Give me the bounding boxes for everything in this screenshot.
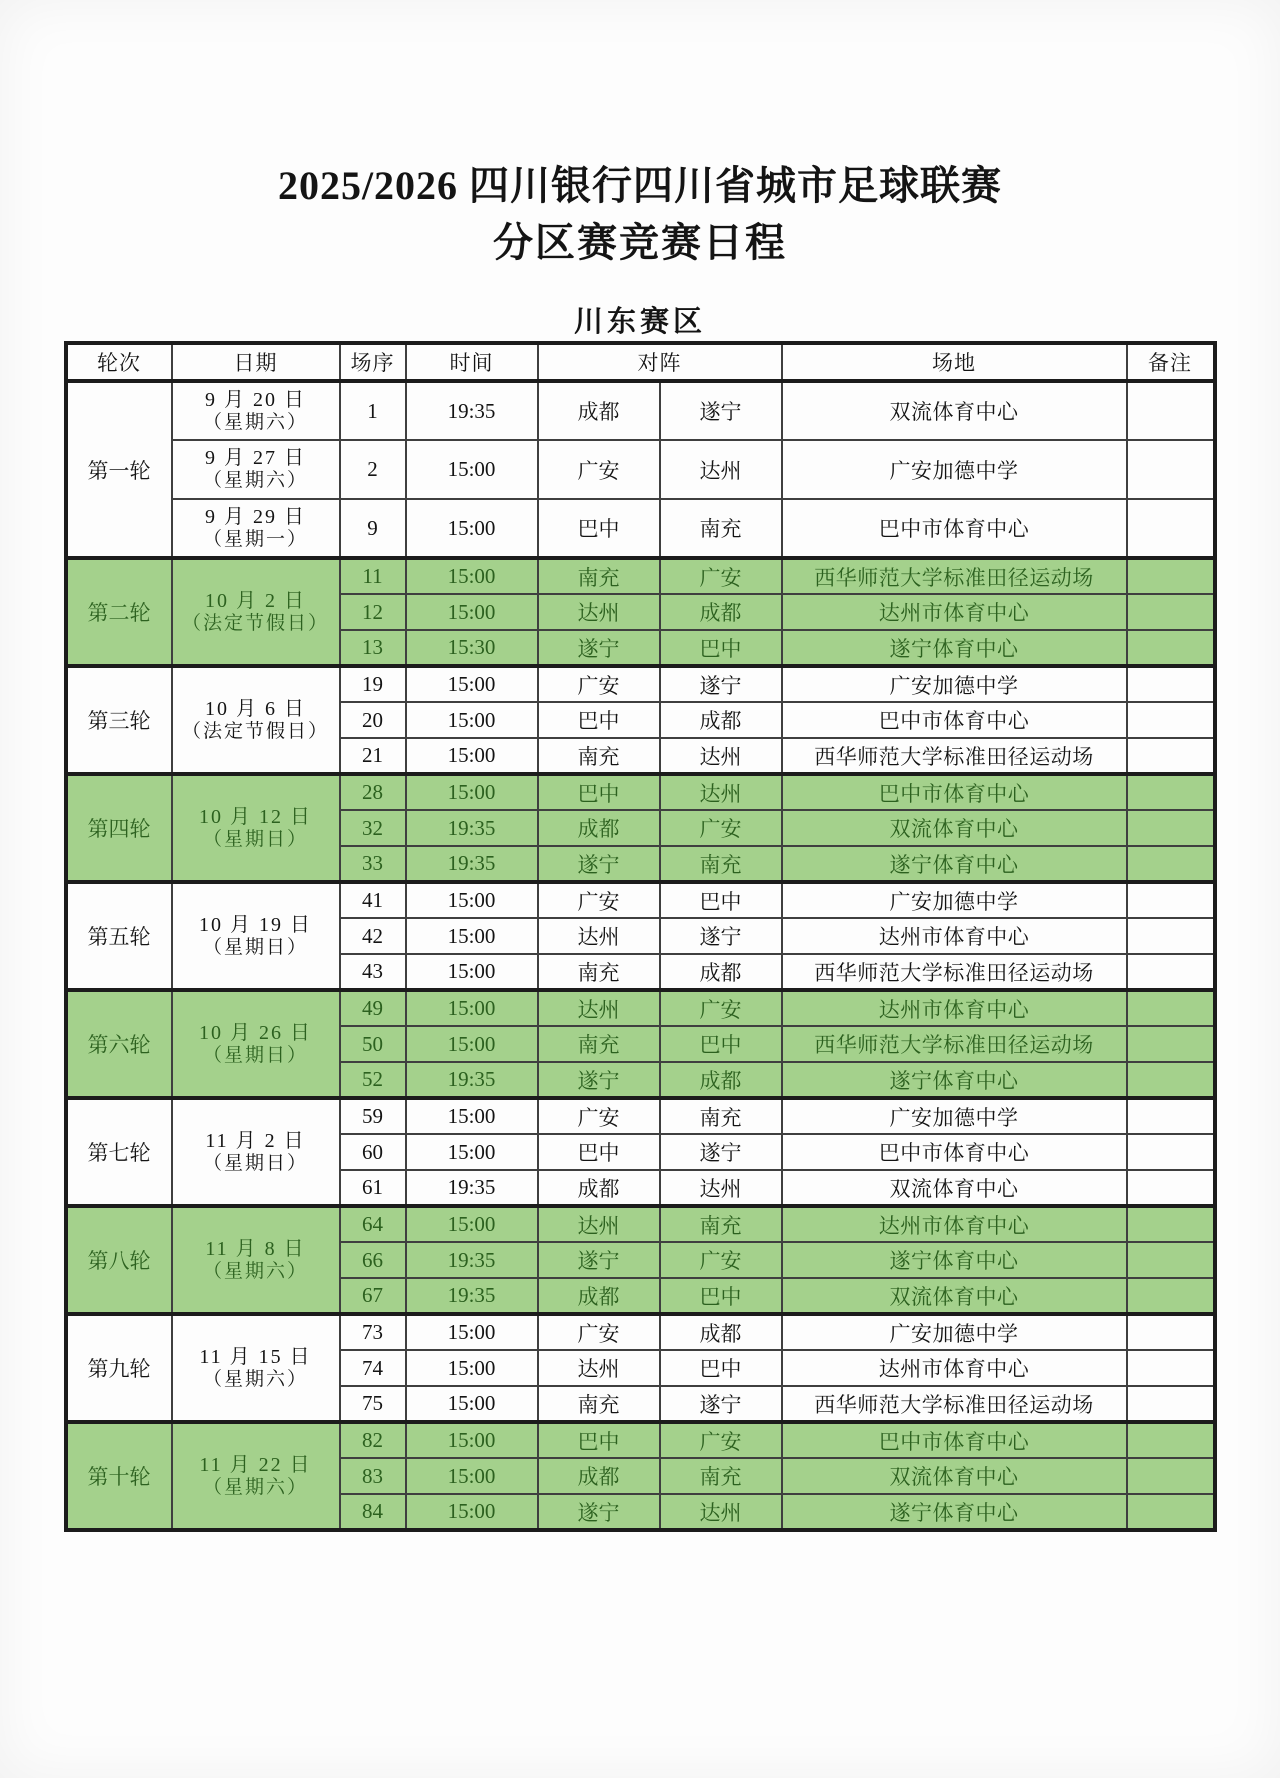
match-no-cell: 59 — [340, 1098, 406, 1134]
away-team-cell: 巴中 — [660, 630, 782, 666]
away-team-cell: 广安 — [660, 990, 782, 1026]
date-line2: （星期六） — [202, 1368, 308, 1390]
note-cell — [1127, 846, 1215, 882]
home-team-cell: 成都 — [538, 1278, 660, 1314]
header-match-no: 场序 — [340, 343, 406, 381]
away-team-cell: 广安 — [660, 558, 782, 594]
time-cell: 15:00 — [406, 440, 538, 499]
table-row — [66, 666, 1215, 702]
date-cell — [172, 499, 340, 558]
match-no-cell: 28 — [340, 774, 406, 810]
header-row — [66, 343, 1215, 381]
date-line2: （星期六） — [202, 411, 308, 433]
table-row — [66, 499, 1215, 558]
home-team-cell: 达州 — [538, 918, 660, 954]
away-team-cell: 成都 — [660, 594, 782, 630]
home-team-cell: 遂宁 — [538, 1062, 660, 1098]
header-date: 日期 — [172, 343, 340, 381]
round-cell: 第八轮 — [66, 1206, 172, 1314]
note-cell — [1127, 630, 1215, 666]
time-cell: 15:30 — [406, 630, 538, 666]
venue-cell: 广安加德中学 — [782, 440, 1127, 499]
date-line2: （法定节假日） — [181, 720, 329, 742]
note-cell — [1127, 1026, 1215, 1062]
table-row — [66, 1422, 1215, 1458]
header-venue: 场地 — [782, 343, 1127, 381]
home-team-cell: 成都 — [538, 810, 660, 846]
match-no-cell: 52 — [340, 1062, 406, 1098]
venue-cell: 遂宁体育中心 — [782, 1494, 1127, 1530]
match-no-cell: 2 — [340, 440, 406, 499]
venue-cell: 广安加德中学 — [782, 1314, 1127, 1350]
date-cell — [172, 1422, 340, 1530]
date-line1: 11 月 15 日 — [199, 1345, 312, 1368]
time-cell: 19:35 — [406, 810, 538, 846]
away-team-cell: 达州 — [660, 774, 782, 810]
note-cell — [1127, 440, 1215, 499]
home-team-cell: 遂宁 — [538, 846, 660, 882]
note-cell — [1127, 954, 1215, 990]
time-cell: 15:00 — [406, 558, 538, 594]
venue-cell: 西华师范大学标准田径运动场 — [782, 1386, 1127, 1422]
home-team-cell: 达州 — [538, 1206, 660, 1242]
time-cell: 19:35 — [406, 1062, 538, 1098]
match-no-cell: 60 — [340, 1134, 406, 1170]
date-line2: （星期六） — [202, 470, 308, 492]
time-cell: 15:00 — [406, 1494, 538, 1530]
away-team-cell: 成都 — [660, 954, 782, 990]
header-time: 时间 — [406, 343, 538, 381]
away-team-cell: 达州 — [660, 440, 782, 499]
away-team-cell: 巴中 — [660, 1026, 782, 1062]
match-no-cell: 12 — [340, 594, 406, 630]
venue-cell: 西华师范大学标准田径运动场 — [782, 738, 1127, 774]
match-no-cell: 32 — [340, 810, 406, 846]
note-cell — [1127, 1314, 1215, 1350]
venue-cell: 西华师范大学标准田径运动场 — [782, 954, 1127, 990]
away-team-cell: 南充 — [660, 1458, 782, 1494]
home-team-cell: 广安 — [538, 440, 660, 499]
note-cell — [1127, 738, 1215, 774]
round-cell: 第六轮 — [66, 990, 172, 1098]
venue-cell: 巴中市体育中心 — [782, 774, 1127, 810]
venue-cell: 达州市体育中心 — [782, 990, 1127, 1026]
round-cell: 第九轮 — [66, 1314, 172, 1422]
page-title-line1: 2025/2026 四川银行四川省城市足球联赛 — [277, 163, 1003, 208]
away-team-cell: 达州 — [660, 738, 782, 774]
round-cell: 第七轮 — [66, 1098, 172, 1206]
time-cell: 15:00 — [406, 738, 538, 774]
note-cell — [1127, 1278, 1215, 1314]
away-team-cell: 巴中 — [660, 882, 782, 918]
match-no-cell: 50 — [340, 1026, 406, 1062]
round-cell: 第四轮 — [66, 774, 172, 882]
venue-cell: 双流体育中心 — [782, 1170, 1127, 1206]
date-cell — [172, 381, 340, 440]
date-cell — [172, 440, 340, 499]
date-cell — [172, 990, 340, 1098]
round-cell: 第二轮 — [66, 558, 172, 666]
note-cell — [1127, 1422, 1215, 1458]
zone-subtitle: 川东赛区 — [573, 306, 706, 338]
note-cell — [1127, 594, 1215, 630]
round-cell: 第五轮 — [66, 882, 172, 990]
match-no-cell: 41 — [340, 882, 406, 918]
time-cell: 15:00 — [406, 1458, 538, 1494]
date-line1: 11 月 22 日 — [199, 1453, 312, 1476]
date-cell — [172, 1206, 340, 1314]
home-team-cell: 南充 — [538, 954, 660, 990]
venue-cell: 巴中市体育中心 — [782, 702, 1127, 738]
match-no-cell: 73 — [340, 1314, 406, 1350]
note-cell — [1127, 499, 1215, 558]
venue-cell: 双流体育中心 — [782, 810, 1127, 846]
note-cell — [1127, 990, 1215, 1026]
match-no-cell: 43 — [340, 954, 406, 990]
round-cell: 第十轮 — [66, 1422, 172, 1530]
match-no-cell: 67 — [340, 1278, 406, 1314]
time-cell: 19:35 — [406, 1242, 538, 1278]
note-cell — [1127, 1350, 1215, 1386]
away-team-cell: 遂宁 — [660, 1386, 782, 1422]
venue-cell: 达州市体育中心 — [782, 1206, 1127, 1242]
date-cell — [172, 1314, 340, 1422]
time-cell: 15:00 — [406, 774, 538, 810]
date-line2: （星期一） — [202, 528, 308, 550]
note-cell — [1127, 1170, 1215, 1206]
home-team-cell: 南充 — [538, 1386, 660, 1422]
venue-cell: 西华师范大学标准田径运动场 — [782, 1026, 1127, 1062]
match-no-cell: 61 — [340, 1170, 406, 1206]
venue-cell: 西华师范大学标准田径运动场 — [782, 558, 1127, 594]
venue-cell: 双流体育中心 — [782, 1278, 1127, 1314]
away-team-cell: 南充 — [660, 1206, 782, 1242]
time-cell: 15:00 — [406, 1350, 538, 1386]
match-no-cell: 83 — [340, 1458, 406, 1494]
home-team-cell: 成都 — [538, 381, 660, 440]
venue-cell: 遂宁体育中心 — [782, 1062, 1127, 1098]
time-cell: 15:00 — [406, 1314, 538, 1350]
away-team-cell: 南充 — [660, 499, 782, 558]
table-row — [66, 1314, 1215, 1350]
table-row — [66, 1206, 1215, 1242]
match-no-cell: 75 — [340, 1386, 406, 1422]
venue-cell: 遂宁体育中心 — [782, 1242, 1127, 1278]
round-cell: 第一轮 — [66, 381, 172, 558]
time-cell: 15:00 — [406, 1026, 538, 1062]
match-no-cell: 33 — [340, 846, 406, 882]
date-line1: 9 月 20 日 — [205, 388, 306, 411]
time-cell: 15:00 — [406, 702, 538, 738]
venue-cell: 双流体育中心 — [782, 1458, 1127, 1494]
date-cell — [172, 666, 340, 774]
time-cell: 19:35 — [406, 381, 538, 440]
date-line1: 10 月 12 日 — [199, 805, 312, 828]
time-cell: 15:00 — [406, 1386, 538, 1422]
date-cell — [172, 1098, 340, 1206]
match-no-cell: 13 — [340, 630, 406, 666]
date-line1: 11 月 8 日 — [205, 1237, 306, 1260]
away-team-cell: 广安 — [660, 810, 782, 846]
date-cell — [172, 774, 340, 882]
venue-cell: 达州市体育中心 — [782, 918, 1127, 954]
time-cell: 15:00 — [406, 882, 538, 918]
date-line2: （星期日） — [202, 1044, 308, 1066]
away-team-cell: 达州 — [660, 1170, 782, 1206]
header-note: 备注 — [1127, 343, 1215, 381]
home-team-cell: 广安 — [538, 666, 660, 702]
match-no-cell: 74 — [340, 1350, 406, 1386]
table-row — [66, 440, 1215, 499]
venue-cell: 广安加德中学 — [782, 882, 1127, 918]
date-line1: 10 月 19 日 — [199, 913, 312, 936]
home-team-cell: 成都 — [538, 1458, 660, 1494]
date-line2: （星期日） — [202, 936, 308, 958]
venue-cell: 达州市体育中心 — [782, 594, 1127, 630]
home-team-cell: 成都 — [538, 1170, 660, 1206]
home-team-cell: 巴中 — [538, 774, 660, 810]
time-cell: 15:00 — [406, 1134, 538, 1170]
date-line2: （星期日） — [202, 828, 308, 850]
match-no-cell: 1 — [340, 381, 406, 440]
match-no-cell: 49 — [340, 990, 406, 1026]
away-team-cell: 成都 — [660, 1062, 782, 1098]
away-team-cell: 成都 — [660, 1314, 782, 1350]
away-team-cell: 成都 — [660, 702, 782, 738]
home-team-cell: 遂宁 — [538, 1494, 660, 1530]
match-no-cell: 21 — [340, 738, 406, 774]
date-cell — [172, 882, 340, 990]
date-line2: （星期六） — [202, 1476, 308, 1498]
venue-cell: 遂宁体育中心 — [782, 846, 1127, 882]
home-team-cell: 遂宁 — [538, 1242, 660, 1278]
venue-cell: 巴中市体育中心 — [782, 1134, 1127, 1170]
note-cell — [1127, 1134, 1215, 1170]
time-cell: 15:00 — [406, 666, 538, 702]
note-cell — [1127, 1098, 1215, 1134]
table-row — [66, 558, 1215, 594]
home-team-cell: 南充 — [538, 558, 660, 594]
date-cell — [172, 558, 340, 666]
time-cell: 15:00 — [406, 1098, 538, 1134]
home-team-cell: 巴中 — [538, 1134, 660, 1170]
note-cell — [1127, 1206, 1215, 1242]
table-row — [66, 1098, 1215, 1134]
time-cell: 15:00 — [406, 918, 538, 954]
header-round: 轮次 — [66, 343, 172, 381]
match-no-cell: 82 — [340, 1422, 406, 1458]
date-line1: 9 月 29 日 — [205, 505, 306, 528]
table-row — [66, 882, 1215, 918]
match-no-cell: 64 — [340, 1206, 406, 1242]
time-cell: 19:35 — [406, 846, 538, 882]
date-line1: 9 月 27 日 — [205, 447, 306, 470]
away-team-cell: 南充 — [660, 846, 782, 882]
time-cell: 15:00 — [406, 594, 538, 630]
away-team-cell: 遂宁 — [660, 918, 782, 954]
note-cell — [1127, 558, 1215, 594]
venue-cell: 广安加德中学 — [782, 1098, 1127, 1134]
header-matchup: 对阵 — [538, 343, 782, 381]
round-cell: 第三轮 — [66, 666, 172, 774]
date-line2: （星期日） — [202, 1152, 308, 1174]
match-no-cell: 11 — [340, 558, 406, 594]
venue-cell: 遂宁体育中心 — [782, 630, 1127, 666]
venue-cell: 巴中市体育中心 — [782, 1422, 1127, 1458]
table-row — [66, 381, 1215, 440]
match-no-cell: 84 — [340, 1494, 406, 1530]
home-team-cell: 巴中 — [538, 499, 660, 558]
table-row — [66, 774, 1215, 810]
note-cell — [1127, 1242, 1215, 1278]
note-cell — [1127, 666, 1215, 702]
note-cell — [1127, 882, 1215, 918]
away-team-cell: 巴中 — [660, 1350, 782, 1386]
home-team-cell: 达州 — [538, 594, 660, 630]
date-line2: （法定节假日） — [181, 612, 329, 634]
away-team-cell: 遂宁 — [660, 381, 782, 440]
venue-cell: 广安加德中学 — [782, 666, 1127, 702]
venue-cell: 巴中市体育中心 — [782, 499, 1127, 558]
away-team-cell: 南充 — [660, 1098, 782, 1134]
date-line2: （星期六） — [202, 1260, 308, 1282]
home-team-cell: 南充 — [538, 738, 660, 774]
note-cell — [1127, 1386, 1215, 1422]
table-row — [66, 990, 1215, 1026]
note-cell — [1127, 702, 1215, 738]
note-cell — [1127, 810, 1215, 846]
schedule-table — [64, 341, 1217, 1532]
note-cell — [1127, 918, 1215, 954]
note-cell — [1127, 1062, 1215, 1098]
away-team-cell: 广安 — [660, 1422, 782, 1458]
note-cell — [1127, 1458, 1215, 1494]
date-line1: 10 月 2 日 — [205, 589, 306, 612]
away-team-cell: 广安 — [660, 1242, 782, 1278]
home-team-cell: 达州 — [538, 1350, 660, 1386]
home-team-cell: 南充 — [538, 1026, 660, 1062]
away-team-cell: 巴中 — [660, 1278, 782, 1314]
home-team-cell: 广安 — [538, 1098, 660, 1134]
time-cell: 15:00 — [406, 499, 538, 558]
time-cell: 19:35 — [406, 1278, 538, 1314]
home-team-cell: 广安 — [538, 882, 660, 918]
time-cell: 15:00 — [406, 990, 538, 1026]
venue-cell: 达州市体育中心 — [782, 1350, 1127, 1386]
home-team-cell: 广安 — [538, 1314, 660, 1350]
away-team-cell: 遂宁 — [660, 666, 782, 702]
match-no-cell: 66 — [340, 1242, 406, 1278]
date-line1: 10 月 6 日 — [205, 697, 306, 720]
date-line1: 10 月 26 日 — [199, 1021, 312, 1044]
time-cell: 19:35 — [406, 1170, 538, 1206]
away-team-cell: 达州 — [660, 1494, 782, 1530]
note-cell — [1127, 774, 1215, 810]
match-no-cell: 9 — [340, 499, 406, 558]
home-team-cell: 巴中 — [538, 1422, 660, 1458]
match-no-cell: 19 — [340, 666, 406, 702]
time-cell: 15:00 — [406, 954, 538, 990]
note-cell — [1127, 1494, 1215, 1530]
time-cell: 15:00 — [406, 1422, 538, 1458]
home-team-cell: 遂宁 — [538, 630, 660, 666]
venue-cell: 双流体育中心 — [782, 381, 1127, 440]
away-team-cell: 遂宁 — [660, 1134, 782, 1170]
date-line1: 11 月 2 日 — [205, 1129, 306, 1152]
match-no-cell: 42 — [340, 918, 406, 954]
home-team-cell: 达州 — [538, 990, 660, 1026]
match-no-cell: 20 — [340, 702, 406, 738]
time-cell: 15:00 — [406, 1206, 538, 1242]
home-team-cell: 巴中 — [538, 702, 660, 738]
note-cell — [1127, 381, 1215, 440]
page-title-line2: 分区赛竞赛日程 — [493, 220, 787, 265]
